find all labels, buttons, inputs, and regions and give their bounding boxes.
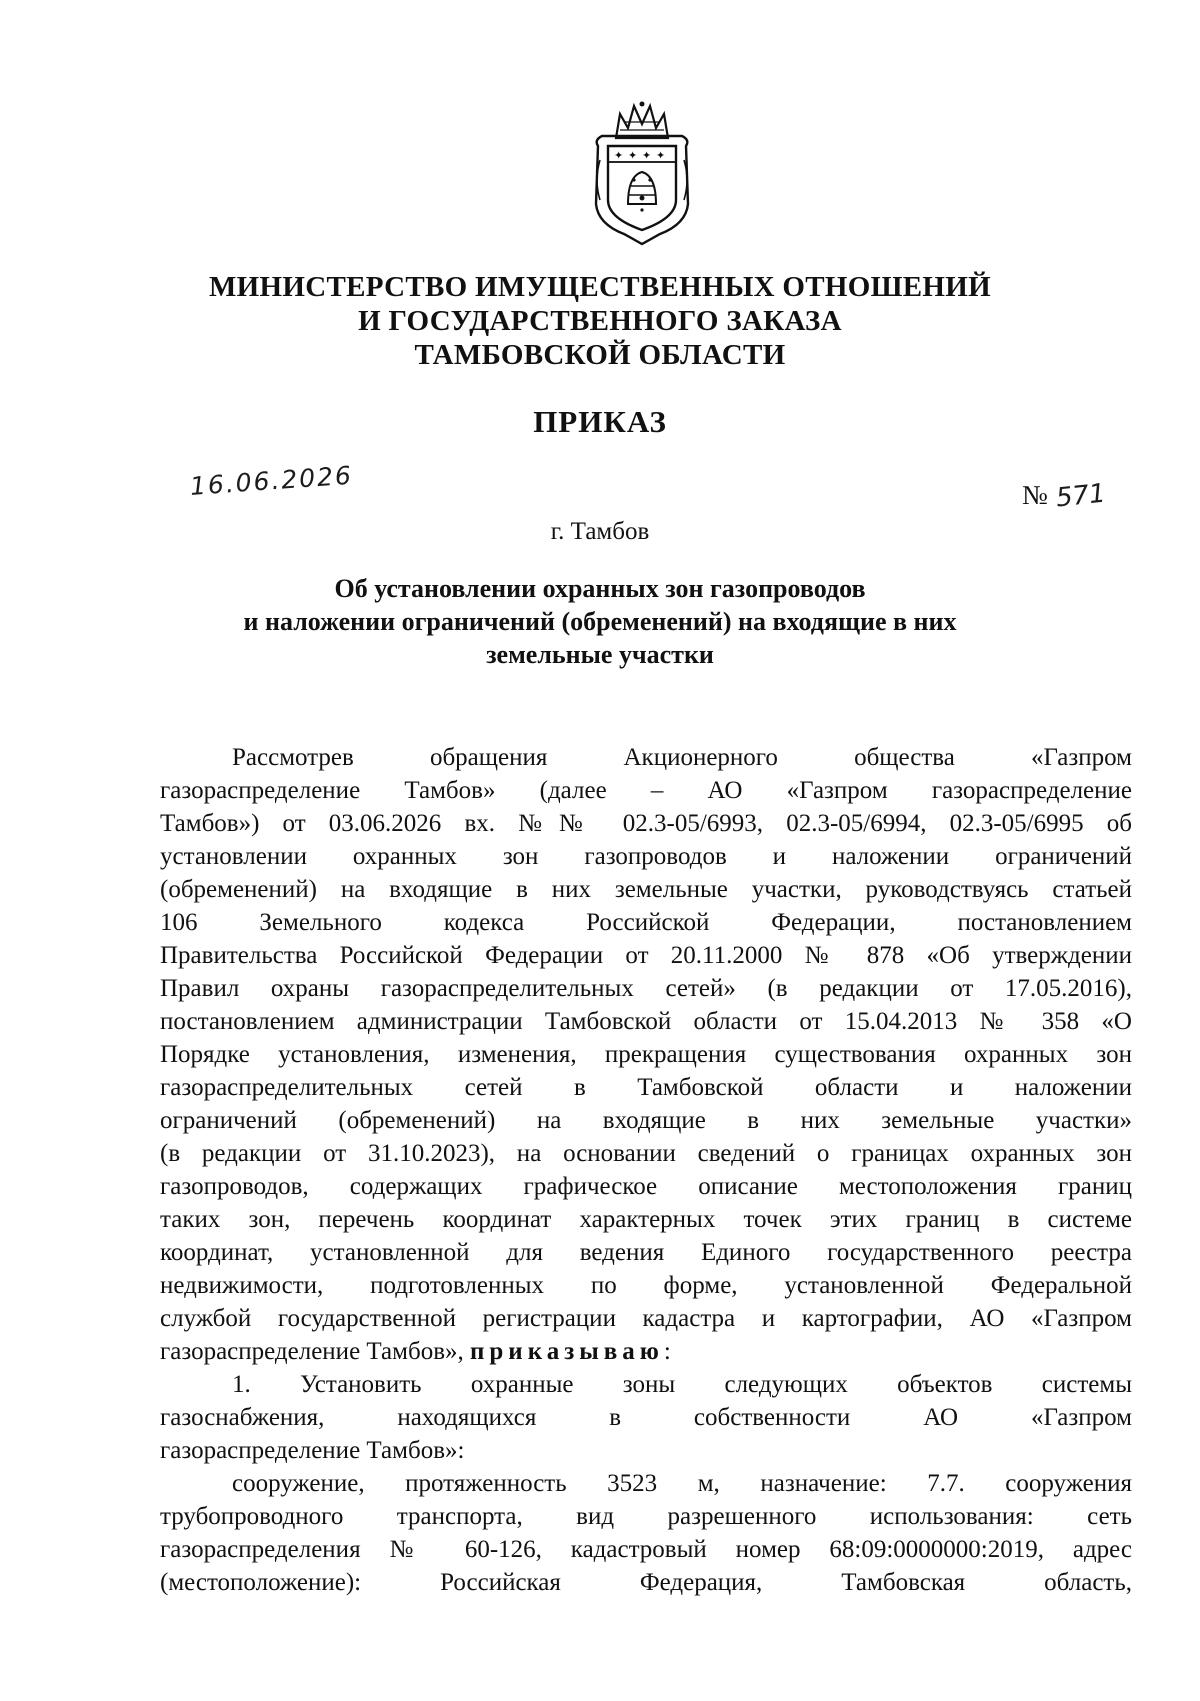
- body-line: постановлением администрации Тамбовской области от 15.04.2013 № 358 «О: [160, 1008, 1132, 1035]
- body-line: 106 Земельного кодекса Российской Федерации, постановлением: [160, 909, 1132, 936]
- body-line: таких зон, перечень координат характерных точек этих границ в системе: [160, 1206, 1132, 1233]
- item-line: трубопроводного транспорта, вид разрешенного использования: сеть: [160, 1503, 1132, 1530]
- coat-of-arms-icon: [590, 100, 694, 248]
- item-line: 1. Установить охранные зоны следующих объектов системы: [232, 1371, 1132, 1398]
- order-number: [1022, 478, 1107, 514]
- subject-line: земельные участки: [486, 640, 714, 669]
- body-line: службой государственной регистрации кадастра и картографии, АО «Газпром: [160, 1305, 1132, 1332]
- order-subject: [160, 572, 1040, 671]
- body-line: газопроводов, содержащих графическое описание местоположения границ: [160, 1173, 1132, 1200]
- body-line: Правил охраны газораспределительных сетей» (в редакции от 17.05.2016),: [160, 975, 1132, 1002]
- item-line: (местоположение): Российская Федерация, Тамбовская область,: [160, 1569, 1132, 1596]
- svg-text:✦: ✦: [656, 149, 666, 162]
- body-line: (в редакции от 31.10.2023), на основании сведений о границах охранных зон: [160, 1140, 1132, 1167]
- number-label: №: [1022, 480, 1048, 510]
- item-line: газораспределение Тамбов»:: [160, 1437, 465, 1464]
- body-text: газораспределение Тамбов»,: [160, 1338, 470, 1365]
- body-line: координат, установленной для ведения Единого государственного реестра: [160, 1239, 1132, 1266]
- ministry-line: МИНИСТЕРСТВО ИМУЩЕСТВЕННЫХ ОТНОШЕНИЙ: [208, 271, 991, 303]
- body-line: ограничений (обременений) на входящие в них земельные участки»: [160, 1107, 1132, 1134]
- city-line: г. Тамбов: [550, 518, 650, 545]
- item-line: сооружение, протяженность 3523 м, назначение: 7.7. сооружения: [232, 1470, 1132, 1497]
- subject-line: и наложении ограничений (обременений) на входящие в них: [243, 607, 957, 636]
- ministry-name: [160, 270, 1040, 372]
- body-line: Рассмотрев обращения Акционерного общества «Газпром: [232, 744, 1132, 771]
- body-text: :: [663, 1338, 671, 1365]
- ministry-line: И ГОСУДАРСТВЕННОГО ЗАКАЗА: [358, 305, 842, 337]
- item-line: газоснабжения, находящихся в собственности АО «Газпром: [160, 1404, 1132, 1431]
- svg-text:✦: ✦: [628, 149, 638, 162]
- body-line-command: [160, 1335, 1132, 1368]
- body-line: Тамбов») от 03.06.2026 вх. №№ 02.3-05/6993, 02.3-05/6994, 02.3-05/6995 об: [160, 810, 1132, 837]
- body-line: установлении охранных зон газопроводов и наложении ограничений: [160, 843, 1132, 870]
- body-line: газораспределение Тамбов» (далее – АО «Газпром газораспределение: [160, 777, 1132, 804]
- body-line: (обременений) на входящие в них земельные участки, руководствуясь статьей: [160, 876, 1132, 903]
- svg-text:✦: ✦: [642, 149, 652, 162]
- item-line: газораспределения № 60-126, кадастровый номер 68:09:0000000:2019, адрес: [160, 1536, 1132, 1563]
- handwritten-date: 16.06.2026: [188, 460, 354, 501]
- body-line: газораспределительных сетей в Тамбовской области и наложении: [160, 1074, 1132, 1101]
- command-word: приказываю: [470, 1338, 664, 1365]
- body-line: Порядке установления, изменения, прекращения существования охранных зон: [160, 1041, 1132, 1068]
- body-line: Правительства Российской Федерации от 20.11.2000 № 878 «Об утверждении: [160, 942, 1132, 969]
- svg-text:✦: ✦: [614, 149, 624, 162]
- body-line: недвижимости, подготовленных по форме, установленной Федеральной: [160, 1272, 1132, 1299]
- order-body: [160, 741, 1132, 1599]
- subject-line: Об установлении охранных зон газопроводов: [334, 574, 866, 603]
- document-type-title: ПРИКАЗ: [533, 404, 667, 439]
- ministry-line: ТАМБОВСКОЙ ОБЛАСТИ: [414, 339, 786, 371]
- handwritten-number: 571: [1054, 478, 1107, 514]
